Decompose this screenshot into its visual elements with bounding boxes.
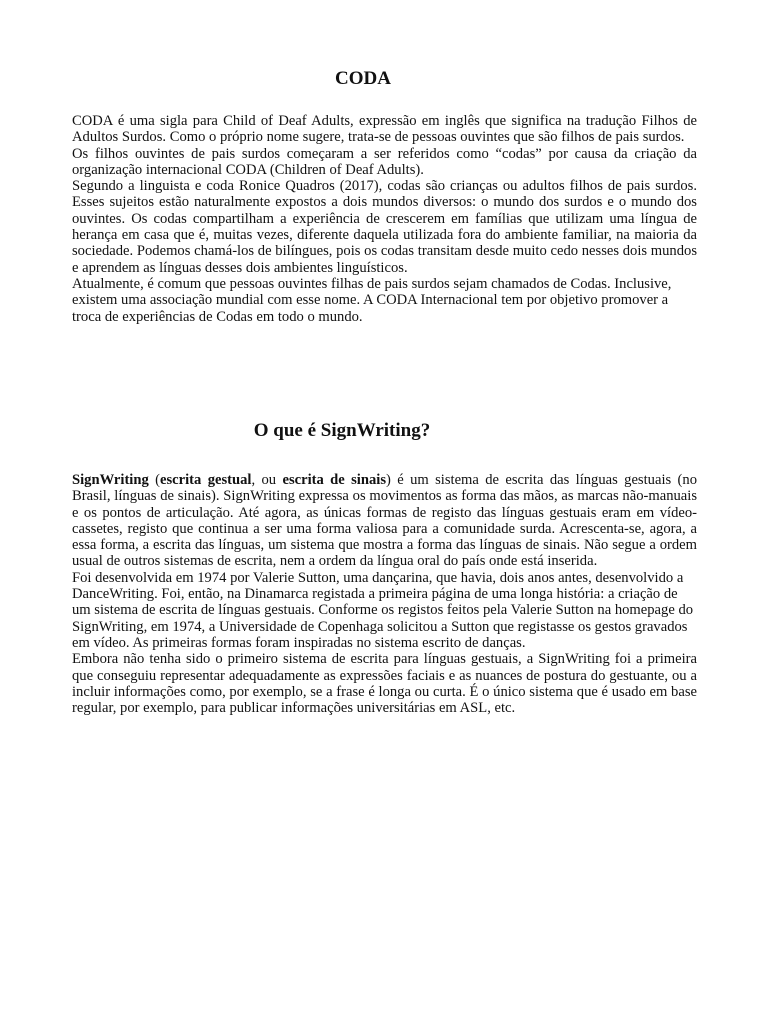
- alt-term-1: escrita gestual: [160, 472, 252, 488]
- paren-open: (: [148, 472, 161, 488]
- coda-section: [72, 113, 697, 325]
- signwriting-paragraph-2: Foi desenvolvida em 1974 por Valerie Sutton, uma dançarina, que havia, dois anos antes, desenvolvido a DanceWriting. Foi, então, na Dinamarca registada a primeira página de uma longa história: a criação de um sistema de escrita de línguas gestuais. Conforme os registos feitos pela Valerie Sutton na homepage do SignWriting, em 1974, a Universidade de Copenhaga solicitou a Sutton que registasse os gestos gravados em vídeo. As primeiras formas foram inspiradas no sistema escrito de danças.: [72, 569, 694, 651]
- alt-term-2: escrita de sinais: [282, 472, 387, 488]
- signwriting-paragraph-1: [72, 472, 697, 570]
- signwriting-section: [72, 472, 697, 716]
- separator: , ou: [251, 472, 283, 488]
- signwriting-title: O que é SignWriting?: [253, 420, 431, 441]
- intro-rest: ) é um sistema de escrita das línguas gestuais (no Brasil, línguas de sinais). SignWriting expressa os movimentos as forma das mãos, as marcas não-manuais e os pontos de articulação. Até agora, as únicas formas de registo das línguas gestuais eram em vídeo-cassetes, registo que continua a ser uma forma valiosa para a comunidade surda. Acrescenta-se, agora, a essa forma, a escrita das línguas, um sistema que mostra a forma das línguas de sinais. Não segue a ordem usual de outros sistemas de escrita, nem a ordem da língua oral do país onde está inserida.: [72, 472, 697, 570]
- coda-paragraph-4: Atualmente, é comum que pessoas ouvintes filhas de pais surdos sejam chamados de Codas. Inclusive, existem uma associação mundial com esse nome. A CODA Internacional tem por objetivo promover a troca de experiências de Codas em todo o mundo.: [72, 275, 672, 325]
- coda-paragraph-1: CODA é uma sigla para Child of Deaf Adults, expressão em inglês que significa na tradução Filhos de Adultos Surdos. Como o próprio nome sugere, trata-se de pessoas ouvintes que são filhos de pais surdos.: [72, 113, 697, 146]
- signwriting-paragraph-3: Embora não tenha sido o primeiro sistema de escrita para línguas gestuais, a SignWriting foi a primeira que conseguiu representar adequadamente as expressões faciais e as nuances de postura do gestuante, ou a incluir informações como, por exemplo, se a frase é longa ou curta. É o único sistema que é usado em base regular, por exemplo, para publicar informações universitárias em ASL, etc.: [72, 651, 697, 717]
- signwriting-term: SignWriting: [72, 472, 149, 488]
- coda-paragraph-2: Os filhos ouvintes de pais surdos começaram a ser referidos como “codas” por causa da criação da organização internacional CODA (Children of Deaf Adults).: [72, 145, 697, 178]
- coda-paragraph-3: Segundo a linguista e coda Ronice Quadros (2017), codas são crianças ou adultos filhos de pais surdos. Esses sujeitos estão naturalmente expostos a dois mundos diversos: o mundo dos surdos e o mundo dos ouvintes. Os codas compartilham a experiência de crescerem em famílias que utilizam uma língua de herança em casa que é, muitas vezes, diferente daquela utilizada fora do ambiente familiar, na maioria da sociedade. Podemos chamá-los de bilíngues, pois os codas transitam desde muito cedo nesses dois mundos e aprendem as línguas desses dois ambientes linguísticos.: [72, 178, 697, 276]
- coda-title: CODA: [335, 68, 391, 89]
